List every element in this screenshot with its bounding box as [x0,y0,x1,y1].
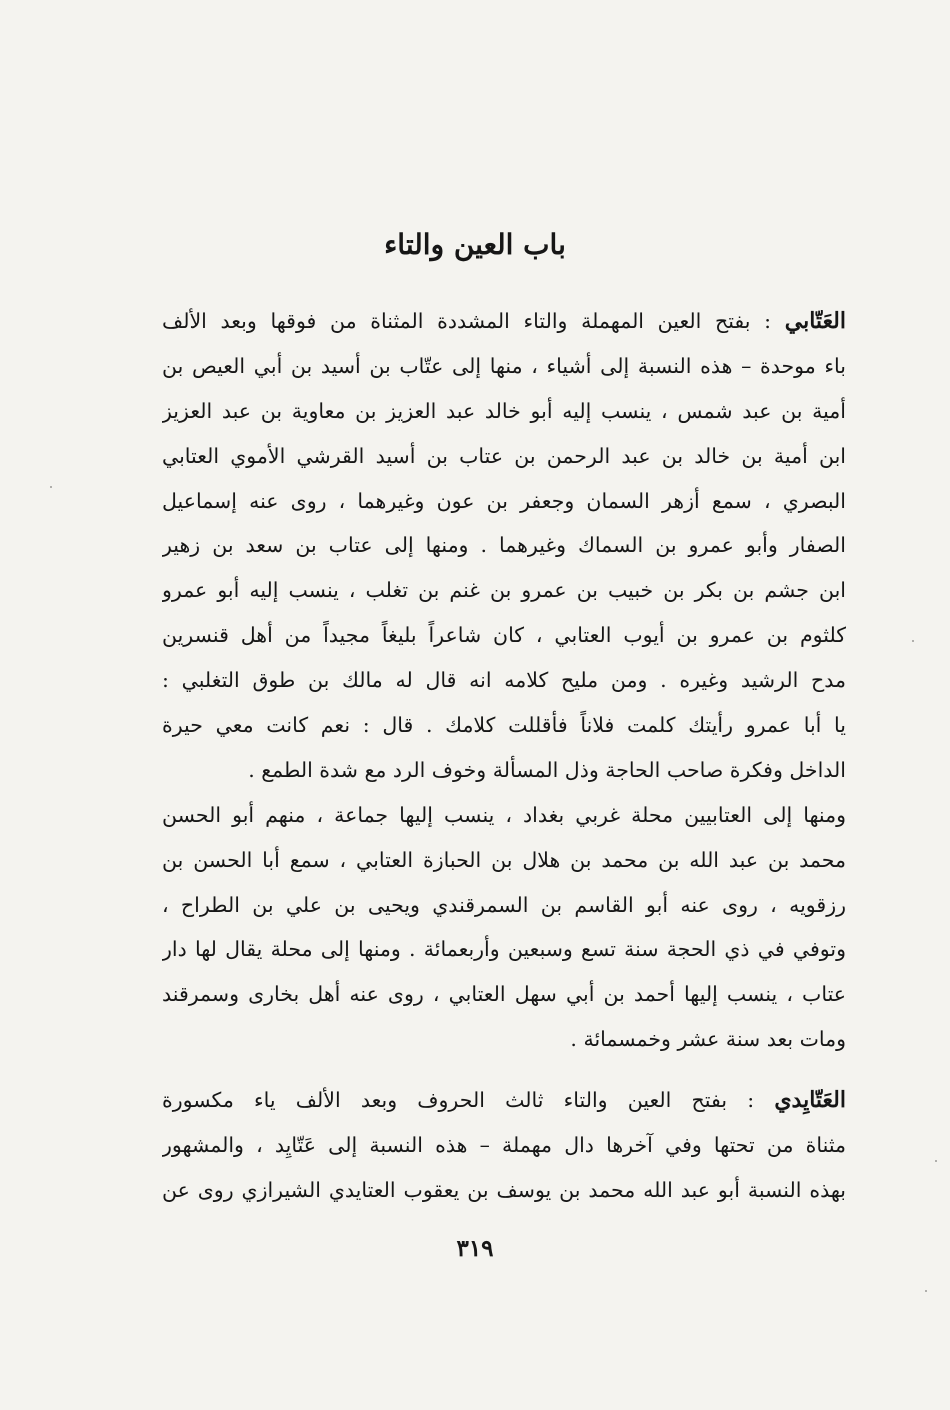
entry-line: الصفار وأبو عمرو بن السماك وغيرهما . ومنها إلى عتاب بن سعد بن زهير [162,533,846,558]
entry-line: رزقويه ، روى عنه أبو القاسم بن السمرقندي ويحيى بن علي بن الطراح ، [162,892,846,917]
entry-line: كلثوم بن عمرو بن أيوب العتابي ، كان شاعراً بليغاً مجيداً من أهل قنسرين [162,623,846,648]
page-number: ٣١٩ [456,1235,494,1262]
entry-line: أمية بن عبد شمس ، ينسب إليه أبو خالد عبد العزيز بن معاوية بن عبد العزيز [162,398,846,423]
entry-line: مدح الرشيد وغيره . ومن مليح كلامه انه قال له مالك بن طوق التغلبي : [162,668,846,693]
entry-line: مثناة من تحتها وفي آخرها دال مهملة – هذه النسبة إلى عَتّايِد ، والمشهور [162,1132,846,1157]
entry-line-text: : بفتح العين المهملة والتاء المشددة المثناة من فوقها وبعد الألف [162,309,785,333]
scan-speck [935,1160,937,1162]
entry-line: ومات بعد سنة عشر وخمسمائة . [570,1027,846,1052]
entry-line: بهذه النسبة أبو عبد الله محمد بن يوسف بن يعقوب العتايدي الشيرازي روى عن [162,1177,846,1202]
entry-line: ومنها إلى العتابيين محلة غربي بغداد ، ينسب إليها جماعة ، منهم أبو الحسن [162,802,846,827]
scan-speck [50,486,52,488]
entry-line: الداخل وفكرة صاحب الحاجة وذل المسألة وخوف الرد مع شدة الطمع . [248,757,846,782]
scan-speck [912,640,914,642]
entry-al-attabi [162,299,846,1062]
entry-line: يا أبا عمرو رأيتك كلمت فلاناً فأقللت كلامك . قال : نعم كانت معي حيرة [162,713,846,738]
entry-line: ابن جشم بن بكر بن خبيب بن عمرو بن غنم بن تغلب ، ينسب إليه أبو عمرو [162,578,846,603]
entry-al-attayidi [162,1078,846,1213]
entry-headword: العَتّايِدي [774,1087,846,1113]
section-heading: باب العين والتاء [384,228,566,261]
entry-line: عتاب ، ينسب إليها أحمد بن أبي سهل العتابي ، روى عنه أهل بخارى وسمرقند [162,982,846,1007]
entry-line: البصري ، سمع أزهر السمان وجعفر بن عون وغيرهما ، روى عنه إسماعيل [162,488,846,513]
scan-speck [925,1290,927,1292]
entry-line-text: : بفتح العين والتاء ثالث الحروف وبعد الألف ياء مكسورة [162,1088,775,1112]
entry-line: باء موحدة – هذه النسبة إلى أشياء ، منها إلى عتّاب بن أسيد بن أبي العيص بن [162,353,846,378]
entry-line [162,1078,846,1123]
entry-line: ابن أمية بن خالد بن عبد الرحمن بن عتاب بن أسيد القرشي الأموي العتابي [162,443,846,468]
entry-line: وتوفي في ذي الحجة سنة تسع وسبعين وأربعمائة . ومنها إلى محلة يقال لها دار [162,937,846,962]
entry-headword: العَتّابي [784,308,846,334]
entry-line [162,299,846,344]
entry-line: محمد بن عبد الله بن محمد بن هلال بن الحبازة العتابي ، سمع أبا الحسن بن [162,847,846,872]
